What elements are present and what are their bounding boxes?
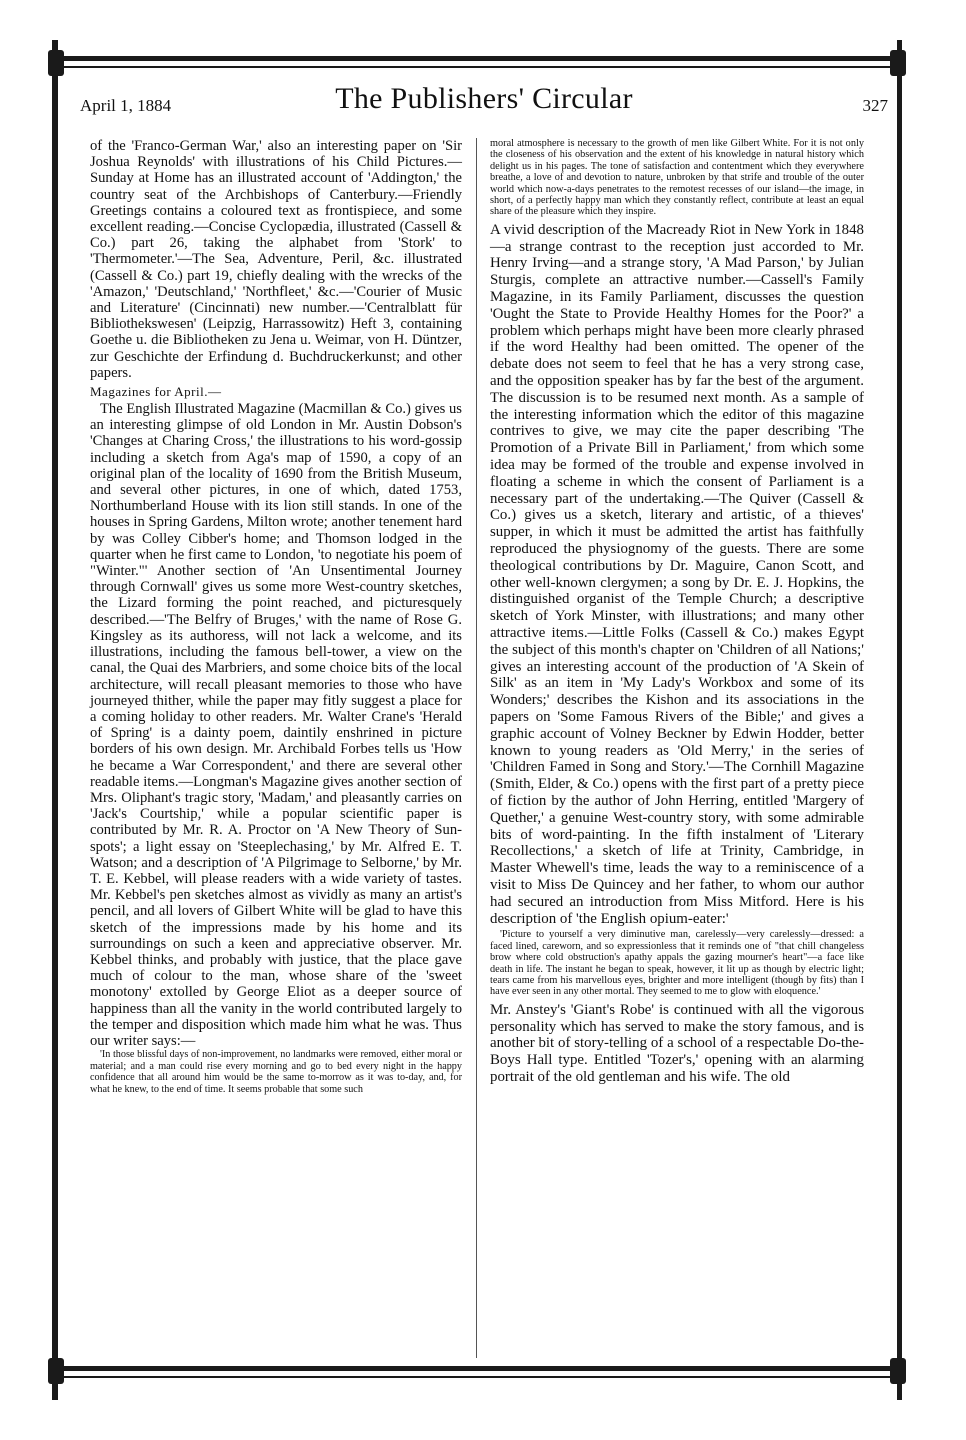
- bottom-right-ornament: [890, 1358, 906, 1384]
- left-column: [90, 138, 462, 1096]
- top-rule-thick: [52, 56, 902, 61]
- section-heading-magazines: Magazines for April.—: [90, 384, 222, 400]
- column-divider: [476, 138, 477, 1358]
- left-paragraph-1: of the 'Franco-German War,' also an interesting paper on 'Sir Joshua Reynolds' with illustrations of his Child Pictures.—Sunday at Home has an illustrated account of 'Addington,' the country seat of the Archbishops of Canterbury.—Friendly Greetings contains a coloured text as frontispiece, and some excellent reading.—Concise Cyclopædia, illustrated (Cassell & Co.) part 26, taking the alphabet from 'Stork' to 'Thermometer.'—The Sea, Adventure, Peril, &c. illustrated (Cassell & Co.) part 19, chiefly dealing with the wrecks of the 'Amazon,' 'Deutschland,' 'Northfleet,' &c.—'Courier of Music and Literature' (Cincinnati) new number.—'Centralblatt für Bibliothekswesen' (Leipzig, Harrassowitz) Heft 3, containing Goethe u. die Bibliotheken zu Jena u. Weimar, von H. Düntzer, zur Geschichte der Erfindung d. Buchdruckerkunst; and other papers.: [90, 138, 462, 381]
- right-paragraph-1: A vivid description of the Macready Riot in New York in 1848—a strange contrast to the reception just accorded to Mr. Henry Irving—and a strange story, 'A Mad Parson,' by Julian Sturgis, complete an attractive number.—Cassell's Family Magazine, in its Family Parliament, discusses the question 'Ought the State to Provide Healthy Homes for the Poor?' a problem which perhaps might have been more clearly phrased if the word Healthy had been omitted. The opener of the debate does not seem to feel that he has a very strong case, and the opposition speaker has by far the best of the argument. The discussion is to be resumed next month. As a sample of the interesting information which the editor of this magazine contrives to give, we may cite the paper describing 'The Promotion of a Private Bill in Parliament,' from which some idea may be formed of the trouble and expense involved in floating a scheme in which the consent of Parliament is a necessary part of the undertaking.—The Quiver (Cassell & Co.) gives us a sketch, literary and artistic, of a thieves' supper, in which it must be admitted the artist has faithfully reproduced the physiognomy of the guests. There are some theological contributions by Dr. Maguire, Canon Scott, and other well-known clergymen; a song by Dr. E. J. Hopkins, the distinguished organist of the Temple Church; a descriptive sketch of York Minster, with illustrations; and many other attractive items.—Little Folks (Cassell & Co.) makes Egypt the subject of this month's chapter on 'Children of all Nations;' gives an interesting account of the production of 'A Skein of Silk' as an item in 'My Lady's Workbox and some of its Wonders;' describes the Kishon and its associations in the papers on 'Some Famous Rivers of the Bible;' and gives a graphic account of Volney Beckner by Edwin Hodder, better known to young readers as 'Old Merry,' in the series of 'Children Famed in Song and Story.'—The Cornhill Magazine (Smith, Elder, & Co.) opens with the first part of a pretty piece of fiction by the author of John Herring, entitled 'Margery of Quether,' a genuine West-country story, with some admirable bits of word-painting. In the fifth instalment of 'Literary Recollections,' a sketch of life at Trinity, Cambridge, in Master Whewell's time, leads the way to a reminiscence of a visit to Miss De Quincey and her father, to whom our author had secured an introduction from Miss Mitford. Here is his description of 'the English opium-eater:': [490, 221, 864, 927]
- top-left-ornament: [48, 50, 64, 76]
- page-number: 327: [862, 96, 888, 115]
- running-header: [80, 82, 888, 122]
- left-quote: 'In those blissful days of non-improvement, no landmarks were removed, either moral or material; and a man could rise every morning and go to bed every night in the happy confidence that all around him would be the same to-morrow as it was to-day, and, for what he knew, to the end of time. It seems probable that some such: [90, 1049, 462, 1095]
- right-paragraph-2: Mr. Anstey's 'Giant's Robe' is continued with all the vigorous personality which has served to make the story famous, and is another bit of story-telling of a school of a respectable Do-the-Boys Hall type. Entitled 'Tozer's,' opening with an alarming portrait of the old gentleman and his wife. The old: [490, 1001, 864, 1085]
- bottom-rule-thin: [52, 1376, 902, 1378]
- header-date: April 1, 1884: [80, 96, 172, 115]
- right-column: [490, 138, 864, 1086]
- left-paragraph-2: The English Illustrated Magazine (Macmillan & Co.) gives us an interesting glimpse of old London in Mr. Austin Dobson's 'Changes at Charing Cross,' the illustrations to his word-gossip including a sketch from Aga's map of 1590, a copy of an original plan of the locality of 1690 from the British Museum, and several other pictures, in one of which, dated 1753, Northumberland House with its lion still stands. In one of the houses in Spring Gardens, Milton wrote; another tenement hard by was Colley Cibber's home; and Thomson lodged in the quarter when he first came to London, 'to negotiate his poem of "Winter."' Another section of 'An Unsentimental Journey through Cornwall' gives us some more West-country sketches, the Lizard forming the point reached, and picturesquely described.—'The Belfry of Bruges,' with the name of Rose G. Kingsley as its authoress, will not lack a welcome, and its illustrations, including the famous bell-tower, a view on the canal, the Quai des Marbriers, and some choice bits of the local architecture, will recall pleasant memories to those who have journeyed thither, while the paper may fitly suggest a place for a coming holiday to other readers. Mr. Walter Crane's 'Herald of Spring' is a dainty poem, daintily enshrined in picture borders of his own design. Mr. Archibald Forbes tells us 'How he became a War Correspondent,' and there are several other readable items.—Longman's Magazine gives another section of Mrs. Oliphant's tragic story, 'Madam,' and pleasantly carries on 'Jack's Courtship,' while a popular scientific paper is contributed by Mr. R. A. Proctor on 'A New Theory of Sun-spots'; a light essay on 'Steeplechasing,' by Mr. Alfred E. T. Watson; and a description of 'A Pilgrimage to Selborne,' by Mr. T. E. Kebbel, will please readers with a wide variety of tastes. Mr. Kebbel's pen sketches almost as vividly as many an artist's pencil, and all lovers of Gilbert White will be glad to have this sketch of the impressions made by his home and its surroundings on such a keen and appreciative observer. Mr. Kebbel thinks, and probably with justice, that the place gave much of colour to the man, whose share of the 'sweet monotony' extolled by George Eliot as a deeper source of happiness than all the vanity in the world contributed largely to the temper and disposition which made him what he was. Thus our writer says:—: [90, 401, 462, 1049]
- top-right-ornament: [890, 50, 906, 76]
- right-quote-2: 'Picture to yourself a very diminutive man, carelessly—very carelessly—dressed: a faced lined, careworn, and so expressionless that it reminds one of "that chill changeless brow where cold obstruction's apathy appals the gazing mourner's heart"—a face like death in life. The instant he began to speak, however, it lit up as though by electric light; tears came from his marvellous eyes, brighter and more intelligent (though by fits) than I have ever seen in any other mortal. They seemed to me to glow with eloquence.': [490, 929, 864, 998]
- bottom-rule-thick: [52, 1366, 902, 1371]
- left-border: [52, 40, 58, 1400]
- top-rule-thin: [52, 66, 902, 68]
- right-quote-continued: moral atmosphere is necessary to the growth of men like Gilbert White. For it is not only the closeness of his observation and the extent of his knowledge in natural history which delight us in his pages. The tone of satisfaction and contentment which they everywhere breathe, a love of and devotion to nature, unbroken by that strife and trouble of the outer world which now-a-days penetrates to the remotest recesses of our island—the image, in short, of a perfectly happy man which they constantly reflect, contribute at least an equal share of the pleasure which they inspire.: [490, 138, 864, 218]
- bottom-left-ornament: [48, 1358, 64, 1384]
- header-title: The Publishers' Circular: [335, 82, 633, 115]
- right-border: [897, 40, 902, 1400]
